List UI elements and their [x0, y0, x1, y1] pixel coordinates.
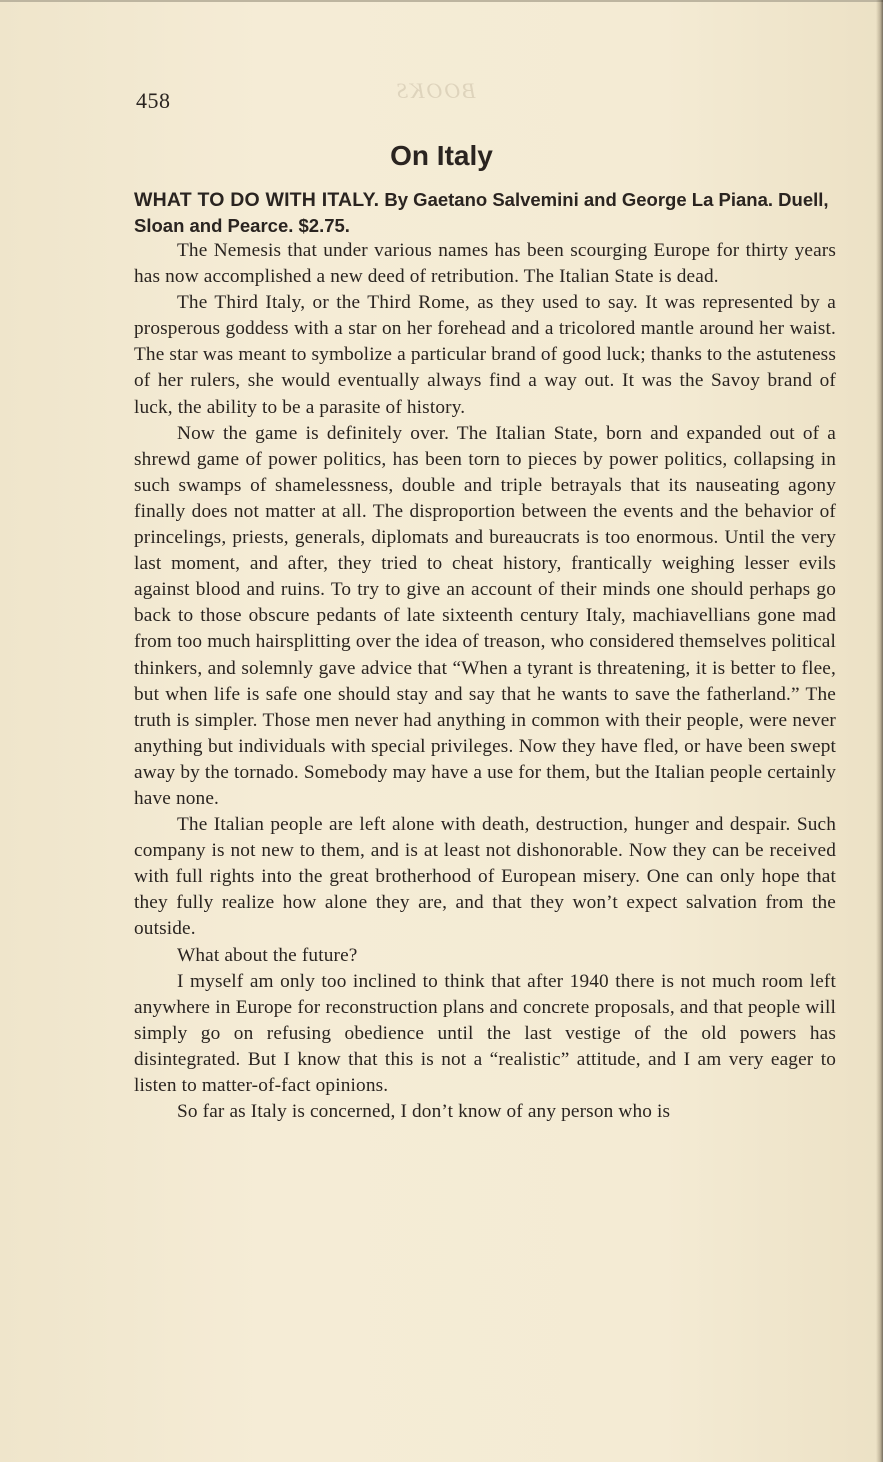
review-body	[134, 238, 836, 1125]
paragraph: The Third Italy, or the Third Rome, as they used to say. It was represented by a prosperous goddess with a star on her forehead and a tricolored mantle around her waist. The star was meant to symbolize a particular brand of good luck; thanks to the astuteness of her rulers, she would eventually always find a way out. It was the Savoy brand of luck, the ability to be a parasite of history.	[134, 292, 836, 418]
paragraph: Now the game is definitely over. The Italian State, born and expanded out of a shrewd game of power politics, has been torn to pieces by power politics, collapsing in such swamps of shamelessness, double and triple betrayals that its nauseating agony finally does not matter at all. The disproportion between the events and the behavior of princelings, priests, generals, diplomats and bureaucrats is too enormous. Until the very last moment, and after, they tried to cheat history, frantically weighing lesser evils against blood and ruins. To try to give an account of their minds one should perhaps go back to those obscure pedants of late sixteenth century Italy, machiavellians gone mad from too much hairsplitting over the idea of treason, who considered themselves political thinkers, and solemnly gave advice that “When a tyrant is threatening, it is better to flee, but when life is safe one should stay and say that he wants to save the fatherland.” The truth is simpler. Those men never had anything in common with their people, were never anything but individuals with special privileges. Now they have fled, or have been swept away by the tornado. Somebody may have a use for them, but the Italian people certainly have none.	[134, 422, 836, 809]
top-edge-rule	[0, 0, 883, 2]
paragraph: I myself am only too inclined to think that after 1940 there is not much room left anywhere in Europe for reconstruction plans and concrete proposals, and that people will simply go on refusing obedience until the last vestige of the old powers has disintegrated. But I know that this is not a “realistic” attitude, and I am very eager to listen to matter-of-fact opinions.	[134, 970, 836, 1096]
book-title: WHAT TO DO WITH ITALY.	[134, 189, 380, 211]
page-number: 458	[136, 88, 171, 113]
book-details: By Gaetano Salvemini and George La Piana. Duell, Sloan and Pearce. $2.75.	[134, 189, 829, 236]
show-through-watermark: BOOKS	[395, 78, 476, 103]
paragraph: So far as Italy is concerned, I don’t know of any person who is	[177, 1101, 671, 1123]
paragraph: The Nemesis that under various names has been scourging Europe for thirty years has now accomplished a new deed of retribution. The Italian State is dead.	[134, 240, 836, 288]
article-title: On Italy	[390, 140, 493, 171]
book-citation	[134, 187, 836, 238]
paragraph: The Italian people are left alone with death, destruction, hunger and despair. Such company is not new to them, and is at least not dishonorable. Now they can be received with full rights into the great brotherhood of European misery. One can only hope that they fully realize how alone they are, and that they won’t expect salvation from the outside.	[134, 814, 836, 940]
page-binding-shadow	[876, 0, 883, 1462]
paragraph: What about the future?	[177, 944, 358, 966]
